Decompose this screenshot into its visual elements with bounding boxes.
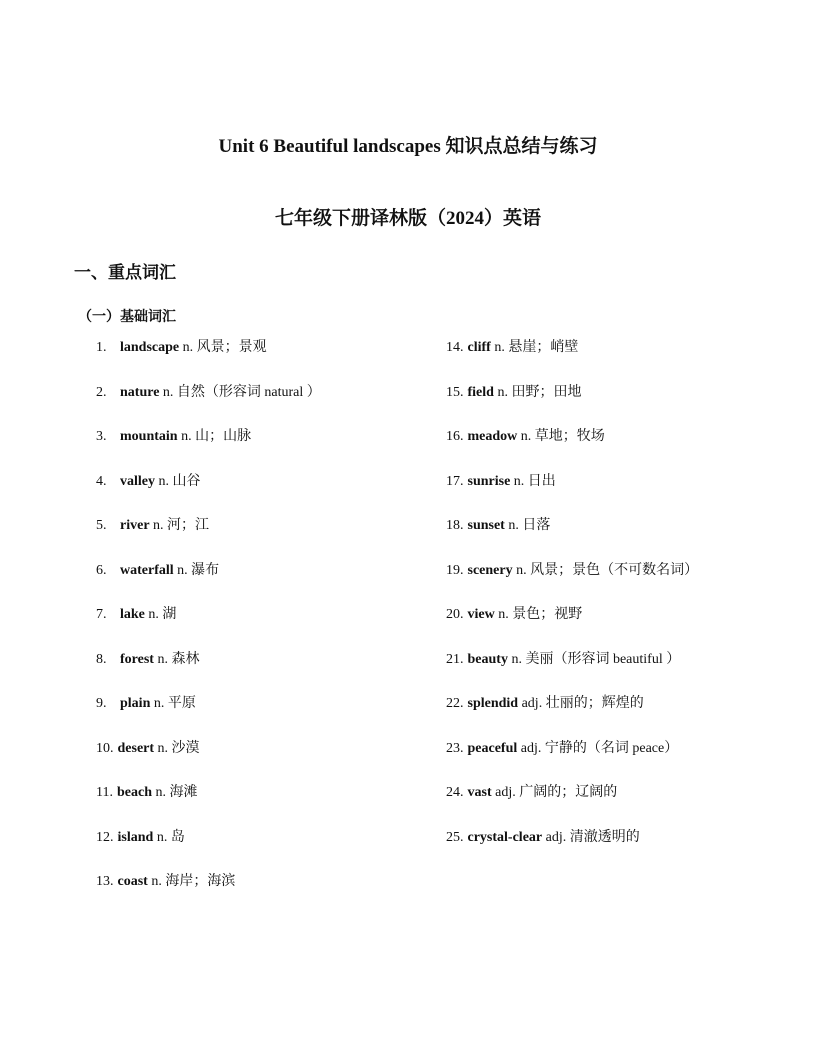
- vocab-item: [96, 561, 219, 581]
- vocab-word: waterfall: [120, 562, 174, 578]
- vocab-word: sunrise: [467, 473, 511, 489]
- vocab-definition: n. 海滩: [151, 785, 198, 800]
- vocab-number: 19.: [446, 562, 464, 578]
- vocab-number: 11.: [96, 785, 113, 800]
- vocab-number: 14.: [446, 340, 464, 355]
- vocab-word: mountain: [120, 429, 178, 444]
- vocab-item: [96, 739, 200, 759]
- vocab-word: peaceful: [467, 740, 518, 756]
- vocab-word: splendid: [467, 696, 519, 711]
- vocab-word: forest: [120, 651, 154, 667]
- vocab-number: 13.: [96, 874, 114, 889]
- subsection-heading: （一）基础词汇: [78, 310, 176, 325]
- vocab-word: river: [120, 518, 150, 533]
- vocab-item: [446, 516, 550, 536]
- page-title: Unit 6 Beautiful landscapes 知识点总结与练习: [218, 136, 598, 157]
- vocab-number: 15.: [446, 384, 464, 400]
- vocab-definition: n. 海岸；海滨: [147, 874, 236, 889]
- vocab-definition: n. 美丽（形容词 beautiful ）: [507, 651, 681, 667]
- vocab-word: nature: [120, 384, 160, 400]
- vocab-number: 24.: [446, 785, 464, 800]
- vocab-item: [96, 383, 321, 403]
- vocab-item: [446, 383, 581, 403]
- vocab-item: [446, 739, 678, 759]
- vocab-definition: n. 湖: [144, 607, 177, 622]
- vocab-definition: n. 景色；视野: [494, 607, 583, 622]
- vocab-number: 22.: [446, 696, 464, 711]
- vocab-word: desert: [117, 740, 155, 756]
- vocab-definition: n. 田野；田地: [493, 384, 582, 400]
- vocab-number: 2.: [96, 384, 107, 400]
- vocab-number: 1.: [96, 340, 107, 355]
- vocab-number: 4.: [96, 473, 107, 489]
- vocab-word: landscape: [120, 340, 180, 355]
- vocab-number: 23.: [446, 740, 464, 756]
- vocab-definition: adj. 广阔的；辽阔的: [491, 785, 618, 800]
- vocab-item: [96, 650, 199, 670]
- vocab-word: cliff: [467, 340, 491, 355]
- vocab-item: [446, 427, 605, 447]
- vocab-definition: adj. 宁静的（名词 peace）: [517, 740, 679, 756]
- vocab-definition: n. 瀑布: [173, 562, 220, 578]
- vocab-item: [96, 828, 185, 848]
- vocab-item: [446, 561, 698, 581]
- vocab-word: vast: [467, 785, 492, 800]
- vocab-word: coast: [117, 874, 148, 889]
- vocab-word: scenery: [467, 562, 513, 578]
- vocab-definition: n. 风景；景观: [179, 340, 267, 355]
- section-heading: 一、重点词汇: [74, 263, 176, 282]
- vocab-word: crystal-clear: [467, 829, 543, 845]
- vocab-number: 12.: [96, 829, 114, 845]
- vocab-definition: adj. 壮丽的；辉煌的: [518, 696, 644, 711]
- vocab-word: field: [467, 384, 494, 400]
- vocab-item: [446, 605, 582, 625]
- vocab-number: 7.: [96, 607, 107, 622]
- vocab-word: sunset: [467, 518, 505, 533]
- vocab-word: meadow: [467, 429, 518, 444]
- vocab-item: [446, 650, 680, 670]
- vocab-item: [96, 472, 201, 492]
- vocab-item: [446, 472, 556, 492]
- vocab-word: beauty: [467, 651, 508, 667]
- vocab-item: [446, 338, 578, 358]
- vocab-word: view: [467, 607, 495, 622]
- vocab-number: 3.: [96, 429, 107, 444]
- vocab-number: 20.: [446, 607, 464, 622]
- vocab-item: [446, 694, 644, 714]
- vocab-item: [96, 516, 209, 536]
- vocab-item: [446, 783, 617, 803]
- vocab-definition: n. 山谷: [155, 473, 201, 489]
- vocab-number: 21.: [446, 651, 464, 667]
- vocab-word: lake: [120, 607, 145, 622]
- vocab-word: island: [117, 829, 154, 845]
- vocab-item: [96, 783, 197, 803]
- vocab-definition: n. 自然（形容词 natural ）: [159, 384, 321, 400]
- vocab-number: 18.: [446, 518, 464, 533]
- vocab-definition: n. 草地；牧场: [517, 429, 605, 444]
- vocab-number: 9.: [96, 696, 107, 711]
- vocab-definition: n. 风景；景色（不可数名词）: [512, 562, 699, 578]
- vocab-number: 10.: [96, 740, 114, 756]
- vocab-definition: n. 岛: [153, 829, 185, 845]
- vocab-item: [96, 694, 196, 714]
- vocab-definition: n. 沙漠: [154, 740, 200, 756]
- vocab-number: 25.: [446, 829, 464, 845]
- vocab-definition: n. 森林: [153, 651, 200, 667]
- vocab-definition: n. 平原: [150, 696, 196, 711]
- vocab-number: 6.: [96, 562, 107, 578]
- vocab-item: [96, 427, 251, 447]
- vocab-number: 16.: [446, 429, 464, 444]
- vocab-word: beach: [116, 785, 152, 800]
- vocab-item: [446, 828, 640, 848]
- vocab-item: [96, 872, 235, 892]
- vocab-item: [96, 605, 176, 625]
- vocab-word: valley: [120, 473, 155, 489]
- vocab-definition: n. 河；江: [149, 518, 210, 533]
- vocab-definition: n. 悬崖；峭壁: [490, 340, 579, 355]
- vocab-definition: n. 日落: [504, 518, 551, 533]
- vocab-definition: n. 山；山脉: [177, 429, 252, 444]
- vocab-number: 5.: [96, 518, 107, 533]
- page-subtitle: 七年级下册译林版（2024）英语: [274, 208, 541, 229]
- vocab-number: 8.: [96, 651, 107, 667]
- vocab-definition: adj. 清澈透明的: [542, 829, 640, 845]
- vocab-item: [96, 338, 267, 358]
- vocab-number: 17.: [446, 473, 464, 489]
- vocab-word: plain: [120, 696, 151, 711]
- vocab-definition: n. 日出: [510, 473, 556, 489]
